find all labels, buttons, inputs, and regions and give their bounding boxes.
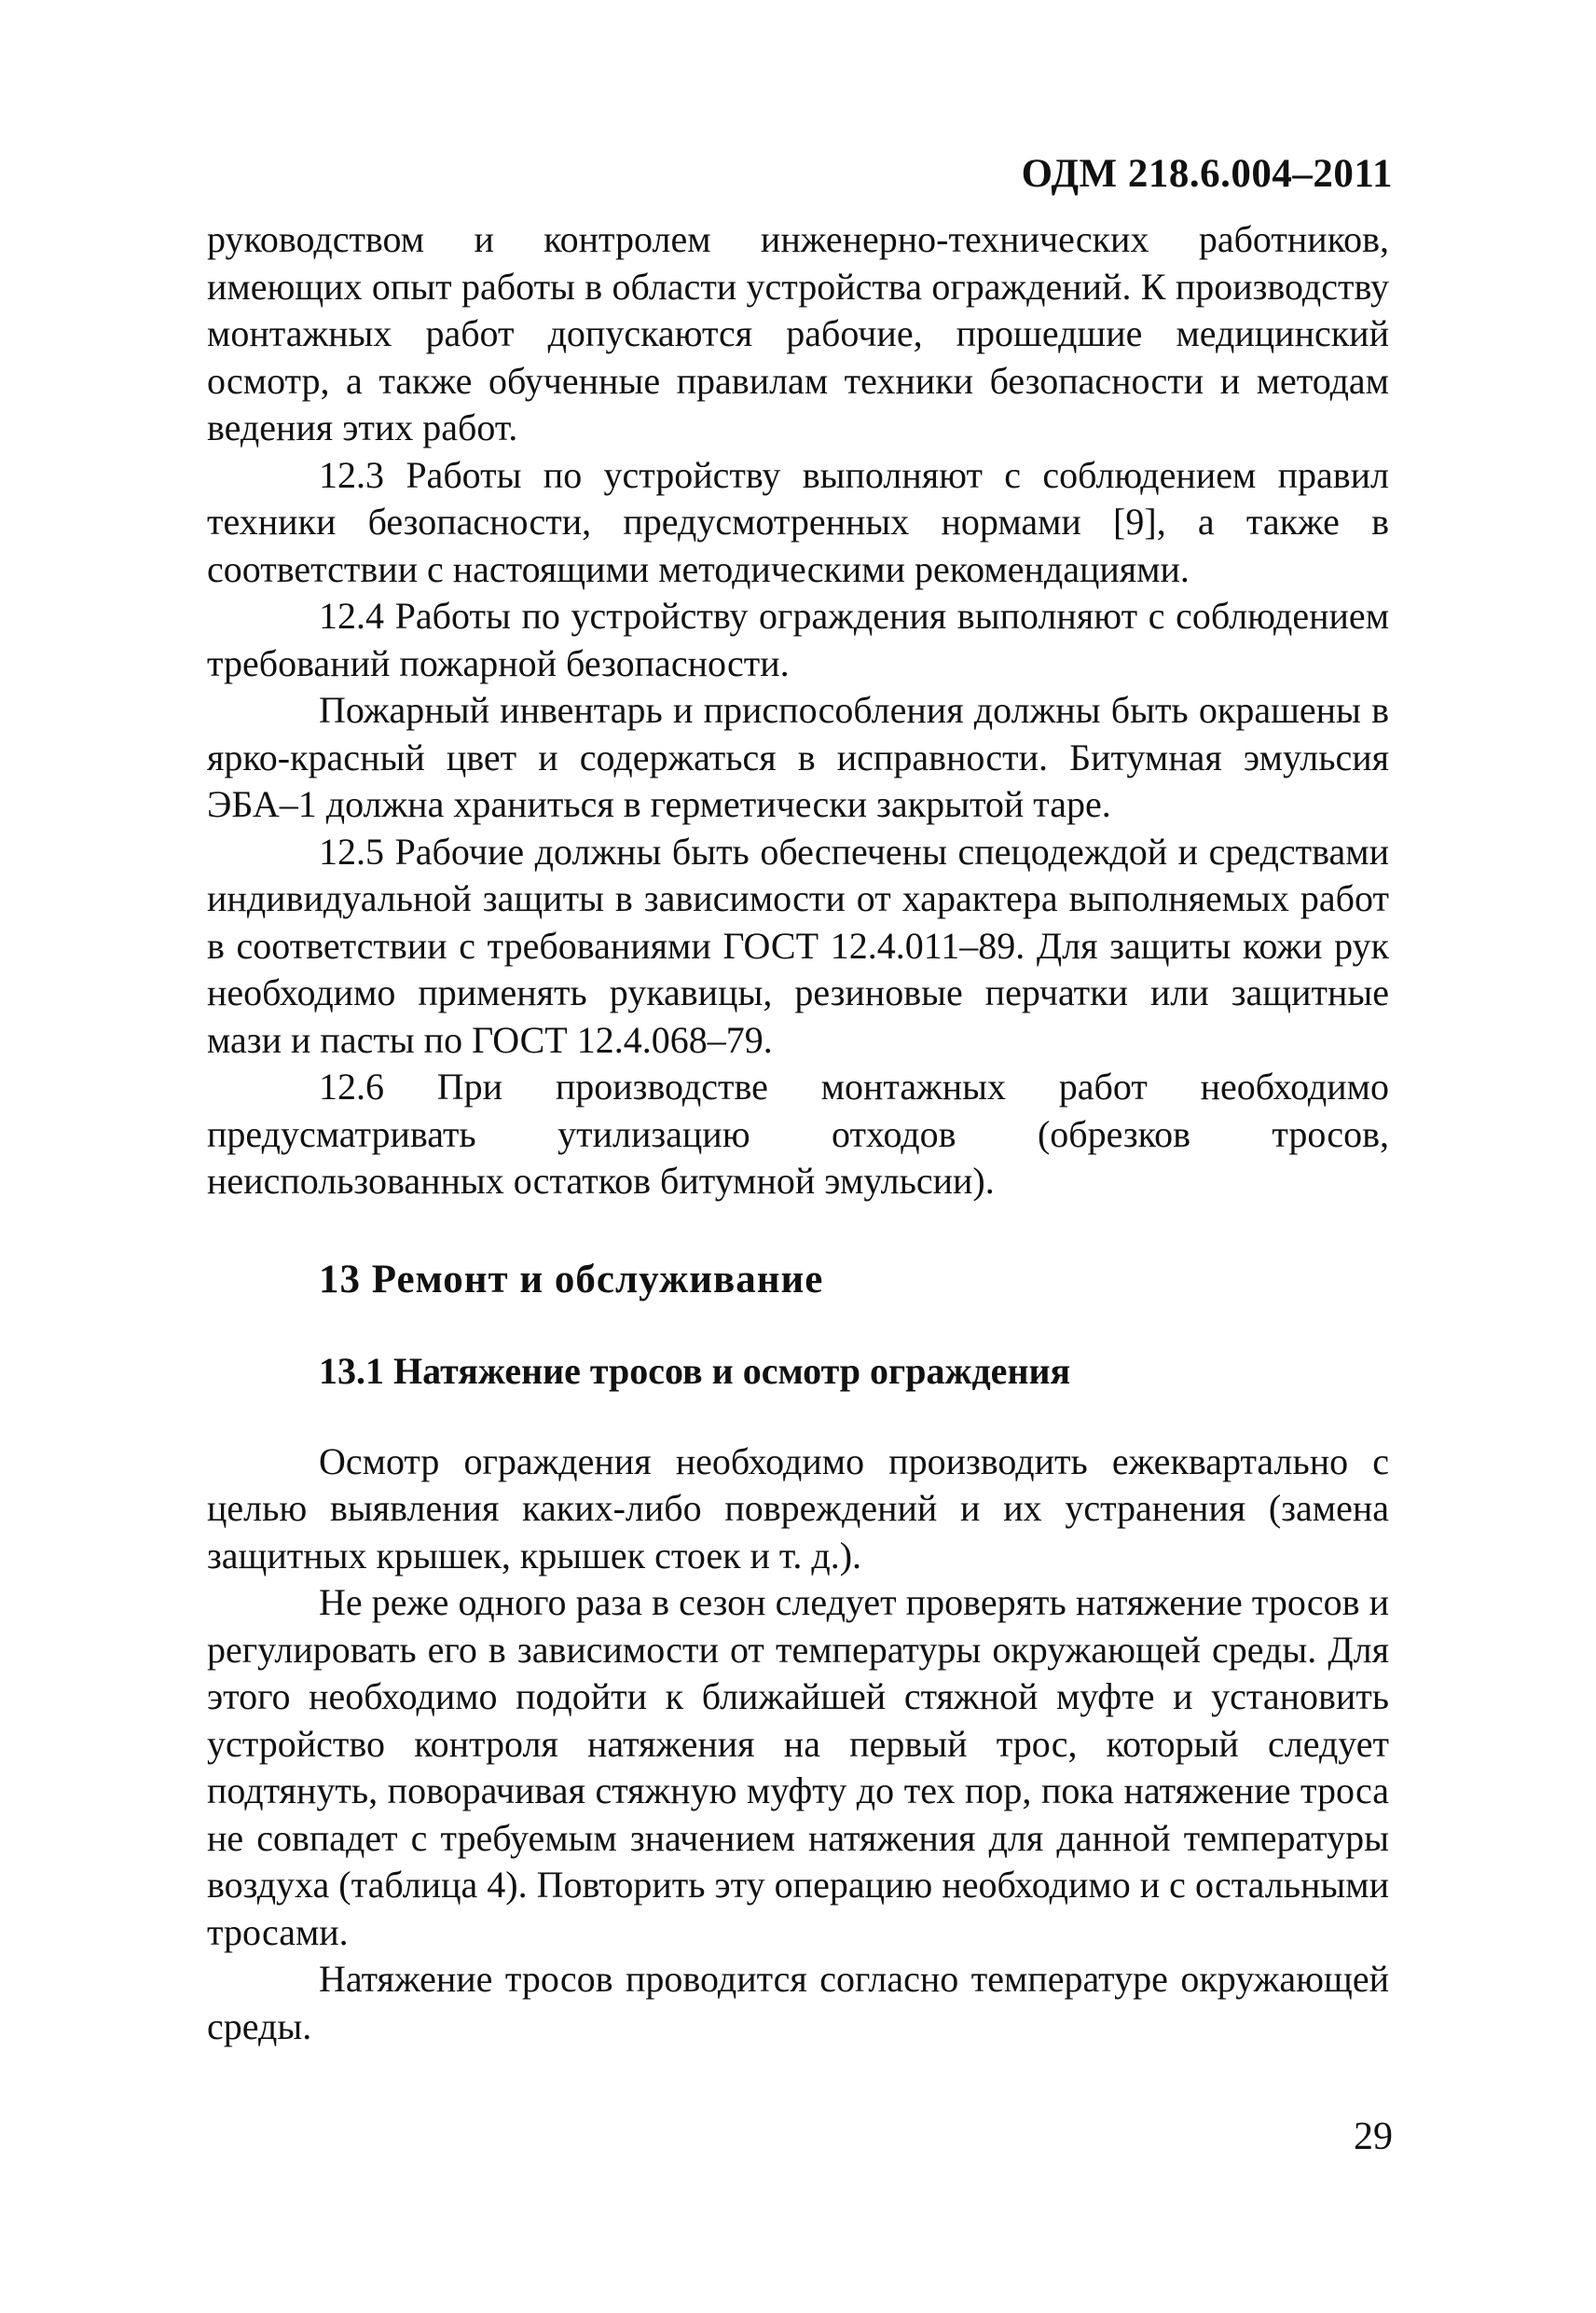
section-13-heading: 13 Ремонт и обслуживание	[319, 1257, 824, 1301]
page-number: 29	[1354, 2115, 1393, 2158]
paragraph-temperature: Натяжение тросов проводится согласно температуре окружающей среды.	[207, 1958, 1389, 2047]
paragraph-12-5: 12.5 Рабочие должны быть обеспечены спецодеждой и средствами индивидуальной защиты в зависимости от характера выполняемых работ в соответствии с требованиями ГОСТ 12.4.011–89. Для защиты кожи рук необходимо применять рукавицы, резиновые перчатки или защитные мази и пасты по ГОСТ 12.4.068–79.	[207, 830, 1389, 1061]
subsection-13-1-heading: 13.1 Натяжение тросов и осмотр ограждения	[319, 1349, 1071, 1392]
paragraph-tension-check: Не реже одного раза в сезон следует проверять натяжение тросов и регулировать его в зависимости от температуры окружающей среды. Для этого необходимо подойти к ближайшей стяжной муфте и установить устройство контроля натяжения на первый трос, который следует подтянуть, поворачивая стяжную муфту до тех пор, пока натяжение троса не совпадет с требуемым значением натяжения для данной температуры воздуха (таблица 4). Повторить эту операцию необходимо и с остальными тросами.	[207, 1581, 1389, 1953]
paragraph-12-6: 12.6 При производстве монтажных работ необходимо предусматривать утилизацию отходов (обрезков тросов, неиспользованных остатков битумной эмульсии).	[207, 1066, 1389, 1202]
document-code-header: ОДМ 218.6.004–2011	[1021, 152, 1393, 196]
paragraph-continuation: руководством и контролем инженерно-технических работников, имеющих опыт работы в области устройства ограждений. К производству монтажных работ допускаются рабочие, прошедшие медицинский осмотр, а также обученные правилам техники безопасности и методам ведения этих работ.	[207, 218, 1389, 448]
paragraph-inspection: Осмотр ограждения необходимо производить ежеквартально с целью выявления каких-либо повреждений и их устранения (замена защитных крышек, крышек стоек и т. д.).	[207, 1439, 1389, 1576]
paragraph-12-4: 12.4 Работы по устройству ограждения выполняют с соблюдением требований пожарной безопасности.	[207, 595, 1389, 684]
page-body	[207, 216, 1389, 2050]
paragraph-fire-equipment: Пожарный инвентарь и приспособления должны быть окрашены в ярко-красный цвет и содержаться в исправности. Битумная эмульсия ЭБА–1 должна храниться в герметически закрытой таре.	[207, 689, 1389, 825]
paragraph-12-3: 12.3 Работы по устройству выполняют с соблюдением правил техники безопасности, предусмотренных нормами [9], а также в соответствии с настоящими методическими рекомендациями.	[207, 453, 1389, 590]
